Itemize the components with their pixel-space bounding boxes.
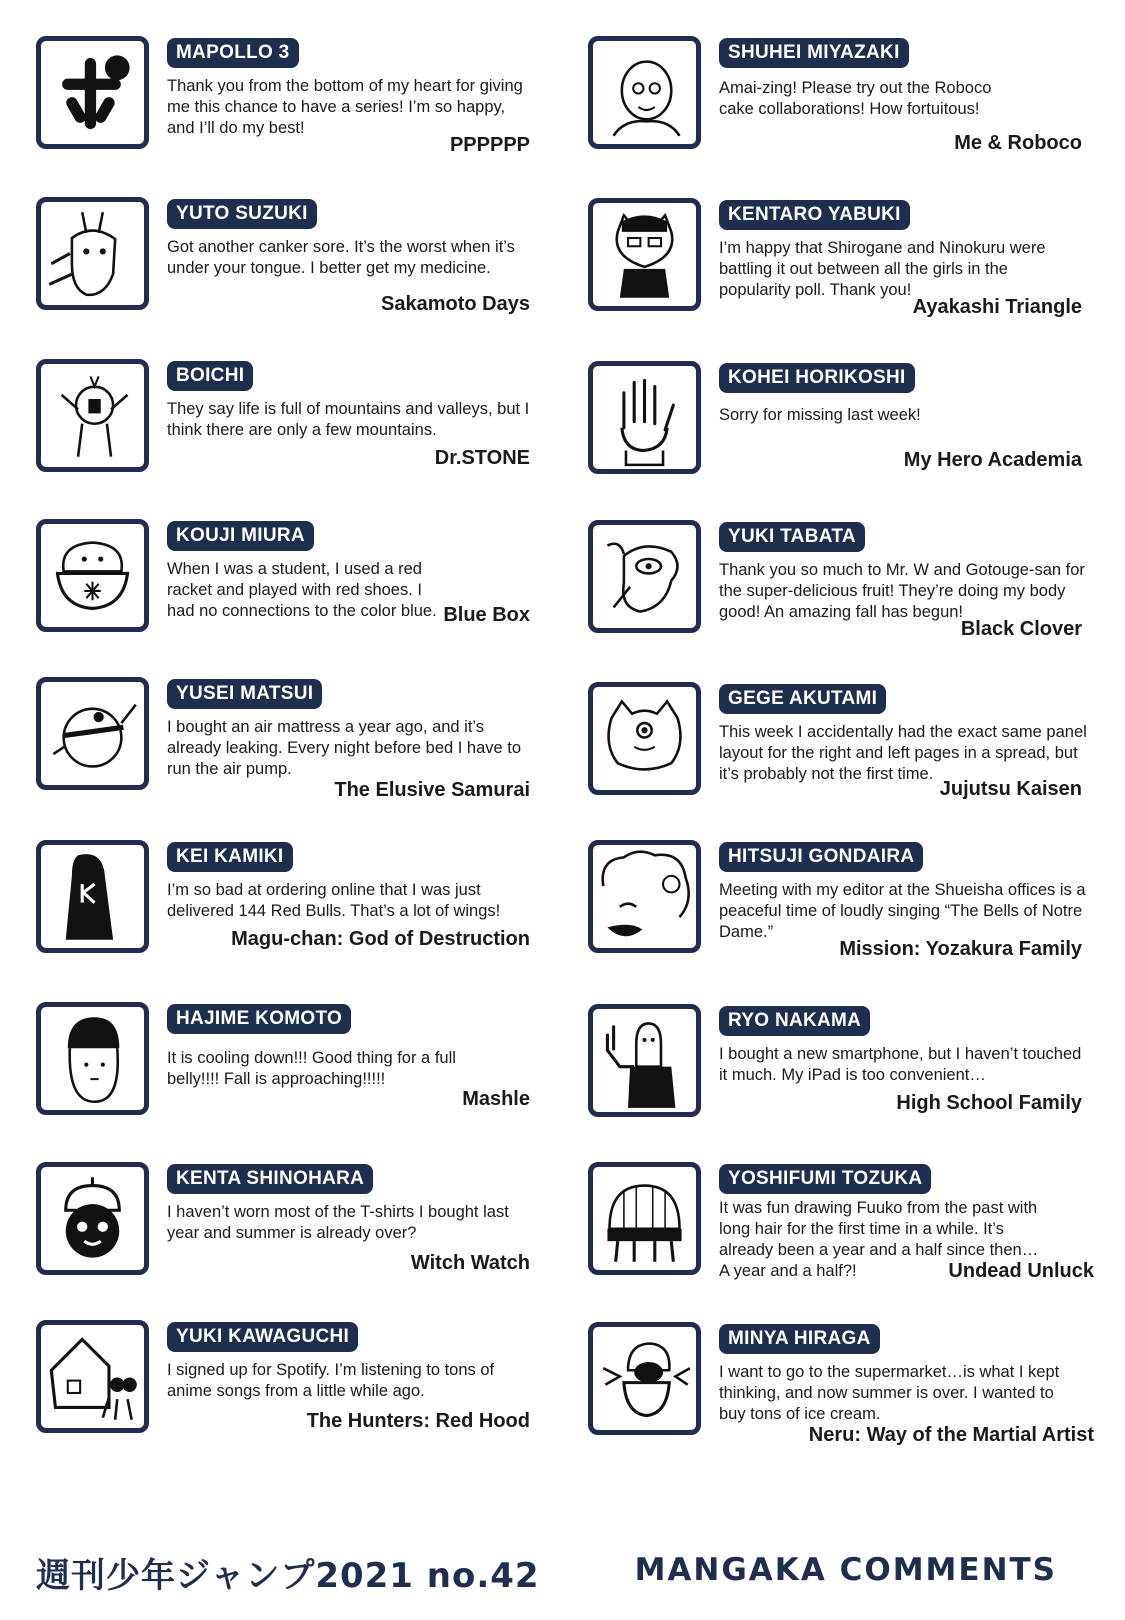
cat-glasses-icon xyxy=(588,198,701,311)
mangaka-name: BOICHI xyxy=(167,361,253,391)
series-title: High School Family xyxy=(896,1092,1082,1114)
comment-entry xyxy=(588,840,1108,990)
giraffe-icon xyxy=(36,197,149,310)
comment-text: Got another canker sore. It’s the worst when it’s under your tongue. I better get my medicine. xyxy=(167,238,515,277)
hermit-crab-house-icon xyxy=(36,1320,149,1433)
robot-character-icon xyxy=(36,359,149,472)
series-title: My Hero Academia xyxy=(903,449,1082,471)
comment-text: Sorry for missing last week! xyxy=(719,406,921,424)
bird-creature-icon xyxy=(588,520,701,633)
egg-head-icon xyxy=(36,1002,149,1115)
series-title: Magu-chan: God of Destruction xyxy=(231,928,530,950)
comment-entry xyxy=(588,198,1108,348)
comment-entry xyxy=(588,520,1108,670)
comment-entry xyxy=(588,682,1108,832)
jellyfish-hat-icon xyxy=(588,1162,701,1275)
sheep-face-icon xyxy=(588,840,701,953)
series-title: Dr.STONE xyxy=(434,447,530,469)
mangaka-name: YUTO SUZUKI xyxy=(167,199,317,229)
round-creature-icon xyxy=(36,677,149,790)
mangaka-name: HITSUJI GONDAIRA xyxy=(719,842,923,872)
mangaka-name: KEI KAMIKI xyxy=(167,842,293,872)
series-title: Witch Watch xyxy=(410,1252,530,1274)
comment-text: I bought a new smartphone, but I haven’t touched it much. My iPad is too convenient… xyxy=(719,1045,1082,1084)
comment-text: I’m so bad at ordering online that I was just delivered 144 Red Bulls. That’s a lot of wings! xyxy=(167,881,501,920)
comment-text: It was fun drawing Fuuko from the past with long hair for the first time in a while. It’s already been a year and a half since then… A year and a half?! xyxy=(719,1199,1039,1280)
comment-text: I haven’t worn most of the T-shirts I bought last year and summer is already over? xyxy=(167,1203,509,1242)
series-title: PPPPPP xyxy=(449,134,530,156)
mangaka-name: MINYA HIRAGA xyxy=(719,1324,880,1354)
comment-text: I bought an air mattress a year ago, and it’s already leaking. Every night before bed I have to run the air pump. xyxy=(167,718,522,778)
mangaka-name: HAJIME KOMOTO xyxy=(167,1004,351,1034)
comment-entry xyxy=(36,36,556,186)
series-title: Jujutsu Kaisen xyxy=(939,778,1082,800)
mangaka-name: YUKI KAWAGUCHI xyxy=(167,1322,358,1352)
series-title: Blue Box xyxy=(443,604,530,626)
fluffy-cat-icon xyxy=(588,682,701,795)
mangaka-name: GEGE AKUTAMI xyxy=(719,684,886,714)
series-title: Me & Roboco xyxy=(954,132,1082,154)
comment-entry xyxy=(36,197,556,347)
hand-wave-icon xyxy=(588,361,701,474)
comment-text: I want to go to the supermarket…is what I kept thinking, and now summer is over. I wanted to buy tons of ice cream. xyxy=(719,1363,1060,1423)
comment-entry xyxy=(36,519,556,669)
shadow-figure-icon xyxy=(36,840,149,953)
comment-entry xyxy=(588,1004,1108,1154)
comment-text: They say life is full of mountains and valleys, but I think there are only a few mountains. xyxy=(167,400,530,439)
series-title: Ayakashi Triangle xyxy=(912,296,1082,318)
comment-text: Thank you so much to Mr. W and Gotouge-san for the super-delicious fruit! They’re doing my body good! An amazing fall has begun! xyxy=(719,561,1085,621)
mangaka-name: RYO NAKAMA xyxy=(719,1006,870,1036)
series-title: Sakamoto Days xyxy=(381,293,530,315)
salute-figure-icon xyxy=(588,1004,701,1117)
comment-text: It is cooling down!!! Good thing for a full belly!!!! Fall is approaching!!!!! xyxy=(167,1049,456,1088)
comment-text: When I was a student, I used a red racket and played with red shoes. I had no connections to the color blue. xyxy=(167,560,437,620)
comment-text: I’m happy that Shirogane and Ninokuru were battling it out between all the girls in the popularity poll. Thank you! xyxy=(719,239,1046,299)
mangaka-name: KOUJI MIURA xyxy=(167,521,314,551)
series-title: The Elusive Samurai xyxy=(334,779,530,801)
series-title: Mashle xyxy=(462,1088,530,1110)
issue-label: 週刊少年ジャンプ2021 no.42 xyxy=(36,1556,540,1596)
mangaka-name: KOHEI HORIKOSHI xyxy=(719,363,915,393)
series-title: Undead Unluck xyxy=(948,1260,1094,1282)
series-title: Mission: Yozakura Family xyxy=(839,938,1082,960)
mangaka-name: YUKI TABATA xyxy=(719,522,865,552)
comment-text: I signed up for Spotify. I’m listening to tons of anime songs from a little while ago. xyxy=(167,1361,495,1400)
comment-text: This week I accidentally had the exact same panel layout for the right and left pages in a spread, but it’s probably not the first time. xyxy=(719,723,1087,783)
mangaka-name: SHUHEI MIYAZAKI xyxy=(719,38,909,68)
comment-text: Thank you from the bottom of my heart for giving me this chance to have a series! I’m so happy, and I’ll do my best! xyxy=(167,77,523,137)
comment-entry xyxy=(588,361,1108,511)
series-title: The Hunters: Red Hood xyxy=(306,1410,530,1432)
comment-text: Amai-zing! Please try out the Roboco cake collaborations! How fortuitous! xyxy=(719,79,992,118)
mangaka-name: MAPOLLO 3 xyxy=(167,38,299,68)
acorn-face-icon xyxy=(36,1162,149,1275)
comment-entry xyxy=(36,840,556,990)
mangaka-name: KENTA SHINOHARA xyxy=(167,1164,373,1194)
mangaka-name: YOSHIFUMI TOZUKA xyxy=(719,1164,931,1194)
mangaka-name: YUSEI MATSUI xyxy=(167,679,322,709)
comment-text: Meeting with my editor at the Shueisha offices is a peaceful time of loudly singing “The Bells of Notre Dame.” xyxy=(719,881,1086,941)
comment-entry xyxy=(588,36,1108,186)
section-title: MANGAKA COMMENTS xyxy=(634,1552,1057,1588)
comment-entry xyxy=(36,1002,556,1152)
mangaka-name: KENTARO YABUKI xyxy=(719,200,910,230)
comment-entry xyxy=(588,1322,1108,1472)
bald-man-icon xyxy=(588,36,701,149)
comment-entry xyxy=(588,1162,1108,1312)
winged-ghost-icon xyxy=(588,1322,701,1435)
rice-bowl-icon xyxy=(36,519,149,632)
series-title: Black Clover xyxy=(960,618,1082,640)
series-title: Neru: Way of the Martial Artist xyxy=(808,1424,1094,1446)
comment-entry xyxy=(36,1162,556,1312)
comment-entry xyxy=(36,677,556,827)
comment-entry xyxy=(36,1320,556,1470)
katakana-po-icon xyxy=(36,36,149,149)
comment-entry xyxy=(36,359,556,509)
